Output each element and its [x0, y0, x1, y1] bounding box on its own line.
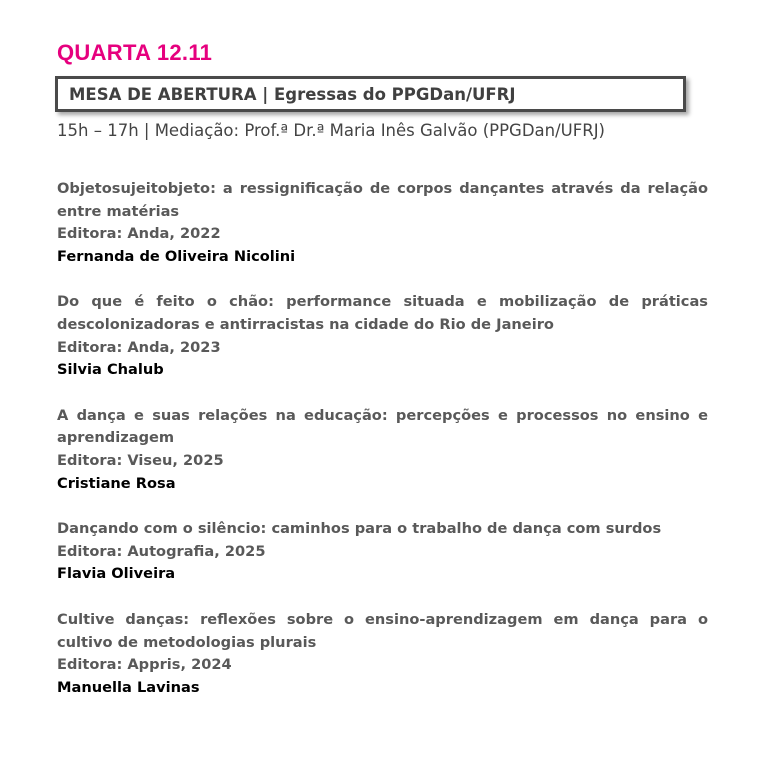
book-title: A dança e suas relações na educação: percepções e processos no ensino e aprendizagem [57, 406, 708, 447]
book-author: Fernanda de Oliveira Nicolini [57, 247, 296, 265]
book-publisher: Editora: Anda, 2022 [57, 225, 221, 243]
book-list [57, 178, 708, 722]
book-entry [57, 291, 708, 381]
book-title: Do que é feito o chão: performance situada e mobilização de práticas descolonizadoras e antirracistas na cidade do Rio de Janeiro [57, 293, 708, 333]
book-author: Silvia Chalub [57, 361, 164, 379]
book-title: Dançando com o silêncio: caminhos para o trabalho de dança com surdos [57, 520, 662, 538]
book-author: Flavia Oliveira [57, 565, 176, 583]
book-publisher: Editora: Appris, 2024 [57, 656, 232, 674]
book-author: Cristiane Rosa [57, 474, 176, 492]
book-author: Manuella Lavinas [57, 678, 200, 696]
session-title: MESA DE ABERTURA | Egressas do PPGDan/UFRJ [69, 85, 516, 104]
book-publisher: Editora: Autografia, 2025 [57, 542, 266, 560]
book-entry [57, 518, 708, 586]
session-title-box [55, 76, 686, 112]
session-time-mediation: 15h – 17h | Mediação: Prof.ª Dr.ª Maria Inês Galvão (PPGDan/UFRJ) [57, 121, 605, 140]
book-title: Objetosujeitobjeto: a ressignificação de corpos dançantes através da relação entre matérias [57, 180, 708, 220]
book-entry [57, 178, 708, 268]
book-entry [57, 609, 708, 699]
book-publisher: Editora: Viseu, 2025 [57, 451, 224, 469]
book-publisher: Editora: Anda, 2023 [57, 338, 221, 356]
book-title: Cultive danças: reflexões sobre o ensino-aprendizagem em dança para o cultivo de metodologias plurais [57, 610, 708, 651]
day-heading: QUARTA 12.11 [57, 40, 213, 65]
book-entry [57, 405, 708, 495]
